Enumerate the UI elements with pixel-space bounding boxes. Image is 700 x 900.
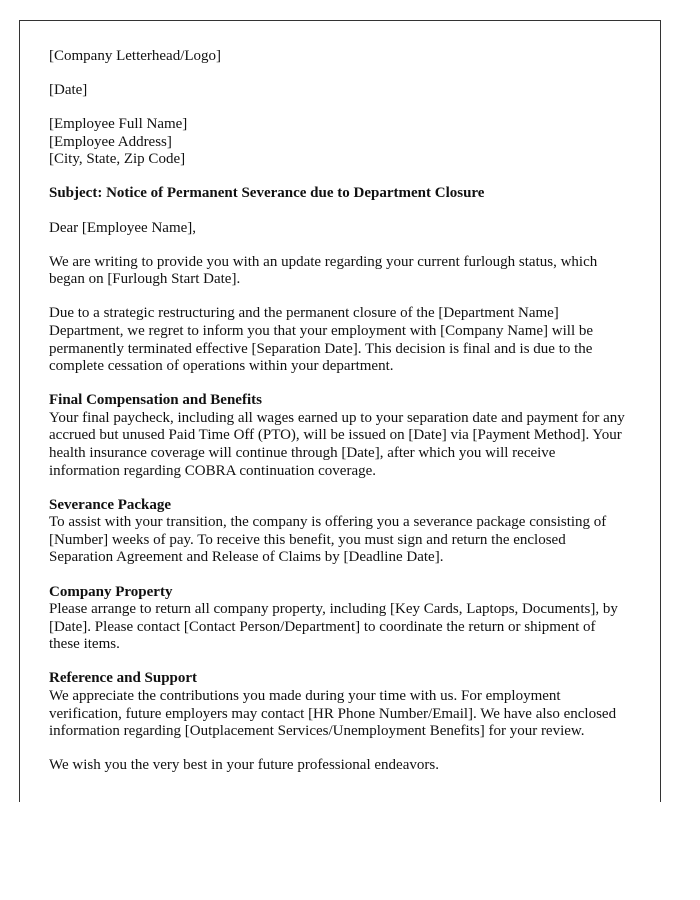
section-body: Please arrange to return all company property, including [Key Cards, Laptops, Documents], by [Date]. Please contact [Contact Person/Department] to coordinate the return or shipment of these items. <box>49 601 618 653</box>
section-body: To assist with your transition, the company is offering you a severance package consisting of [Number] weeks of pay. To receive this benefit, you must sign and return the enclosed Separation Agreement and Release of Claims by [Deadline Date]. <box>49 514 607 566</box>
recipient-city-state-zip: [City, State, Zip Code] <box>49 151 186 168</box>
salutation: Dear [Employee Name], <box>49 219 197 236</box>
recipient-block <box>49 116 630 169</box>
section-company-property <box>49 584 630 654</box>
section-reference-support <box>49 670 630 740</box>
intro-paragraph-furlough: We are writing to provide you with an update regarding your current furlough status, which began on [Furlough Start Date]. <box>49 253 598 288</box>
section-final-compensation <box>49 392 630 480</box>
section-heading: Company Property <box>49 583 173 600</box>
section-severance-package <box>49 497 630 567</box>
letter-document <box>19 20 661 802</box>
intro-paragraph-termination: Due to a strategic restructuring and the permanent closure of the [Department Name] Department, we regret to inform you that your employment with [Company Name] will be permanently terminated effective [Separation Date]. This decision is final and is due to the complete cessation of operations within your department. <box>49 305 594 375</box>
section-body: We appreciate the contributions you made during your time with us. For employment verification, future employers may contact [HR Phone Number/Email]. We have also enclosed information regarding [Outplacement Services/Unemployment Benefits] for your review. <box>49 688 617 740</box>
letterhead: [Company Letterhead/Logo] <box>49 48 222 64</box>
recipient-name: [Employee Full Name] <box>49 116 188 133</box>
section-body: Your final paycheck, including all wages earned up to your separation date and payment for any accrued but unused Paid Time Off (PTO), will be issued on [Date] via [Payment Method]. Your health insurance coverage will continue through [Date], after which you will receive information regarding COBRA continuation coverage. <box>49 409 625 479</box>
section-heading: Severance Package <box>49 496 172 513</box>
section-heading: Reference and Support <box>49 670 198 687</box>
closing-paragraph: We wish you the very best in your future professional endeavors. <box>49 757 439 774</box>
section-heading: Final Compensation and Benefits <box>49 392 262 409</box>
subject-line: Subject: Notice of Permanent Severance due to Department Closure <box>49 185 485 202</box>
recipient-address: [Employee Address] <box>49 133 172 150</box>
letter-date: [Date] <box>49 82 88 99</box>
